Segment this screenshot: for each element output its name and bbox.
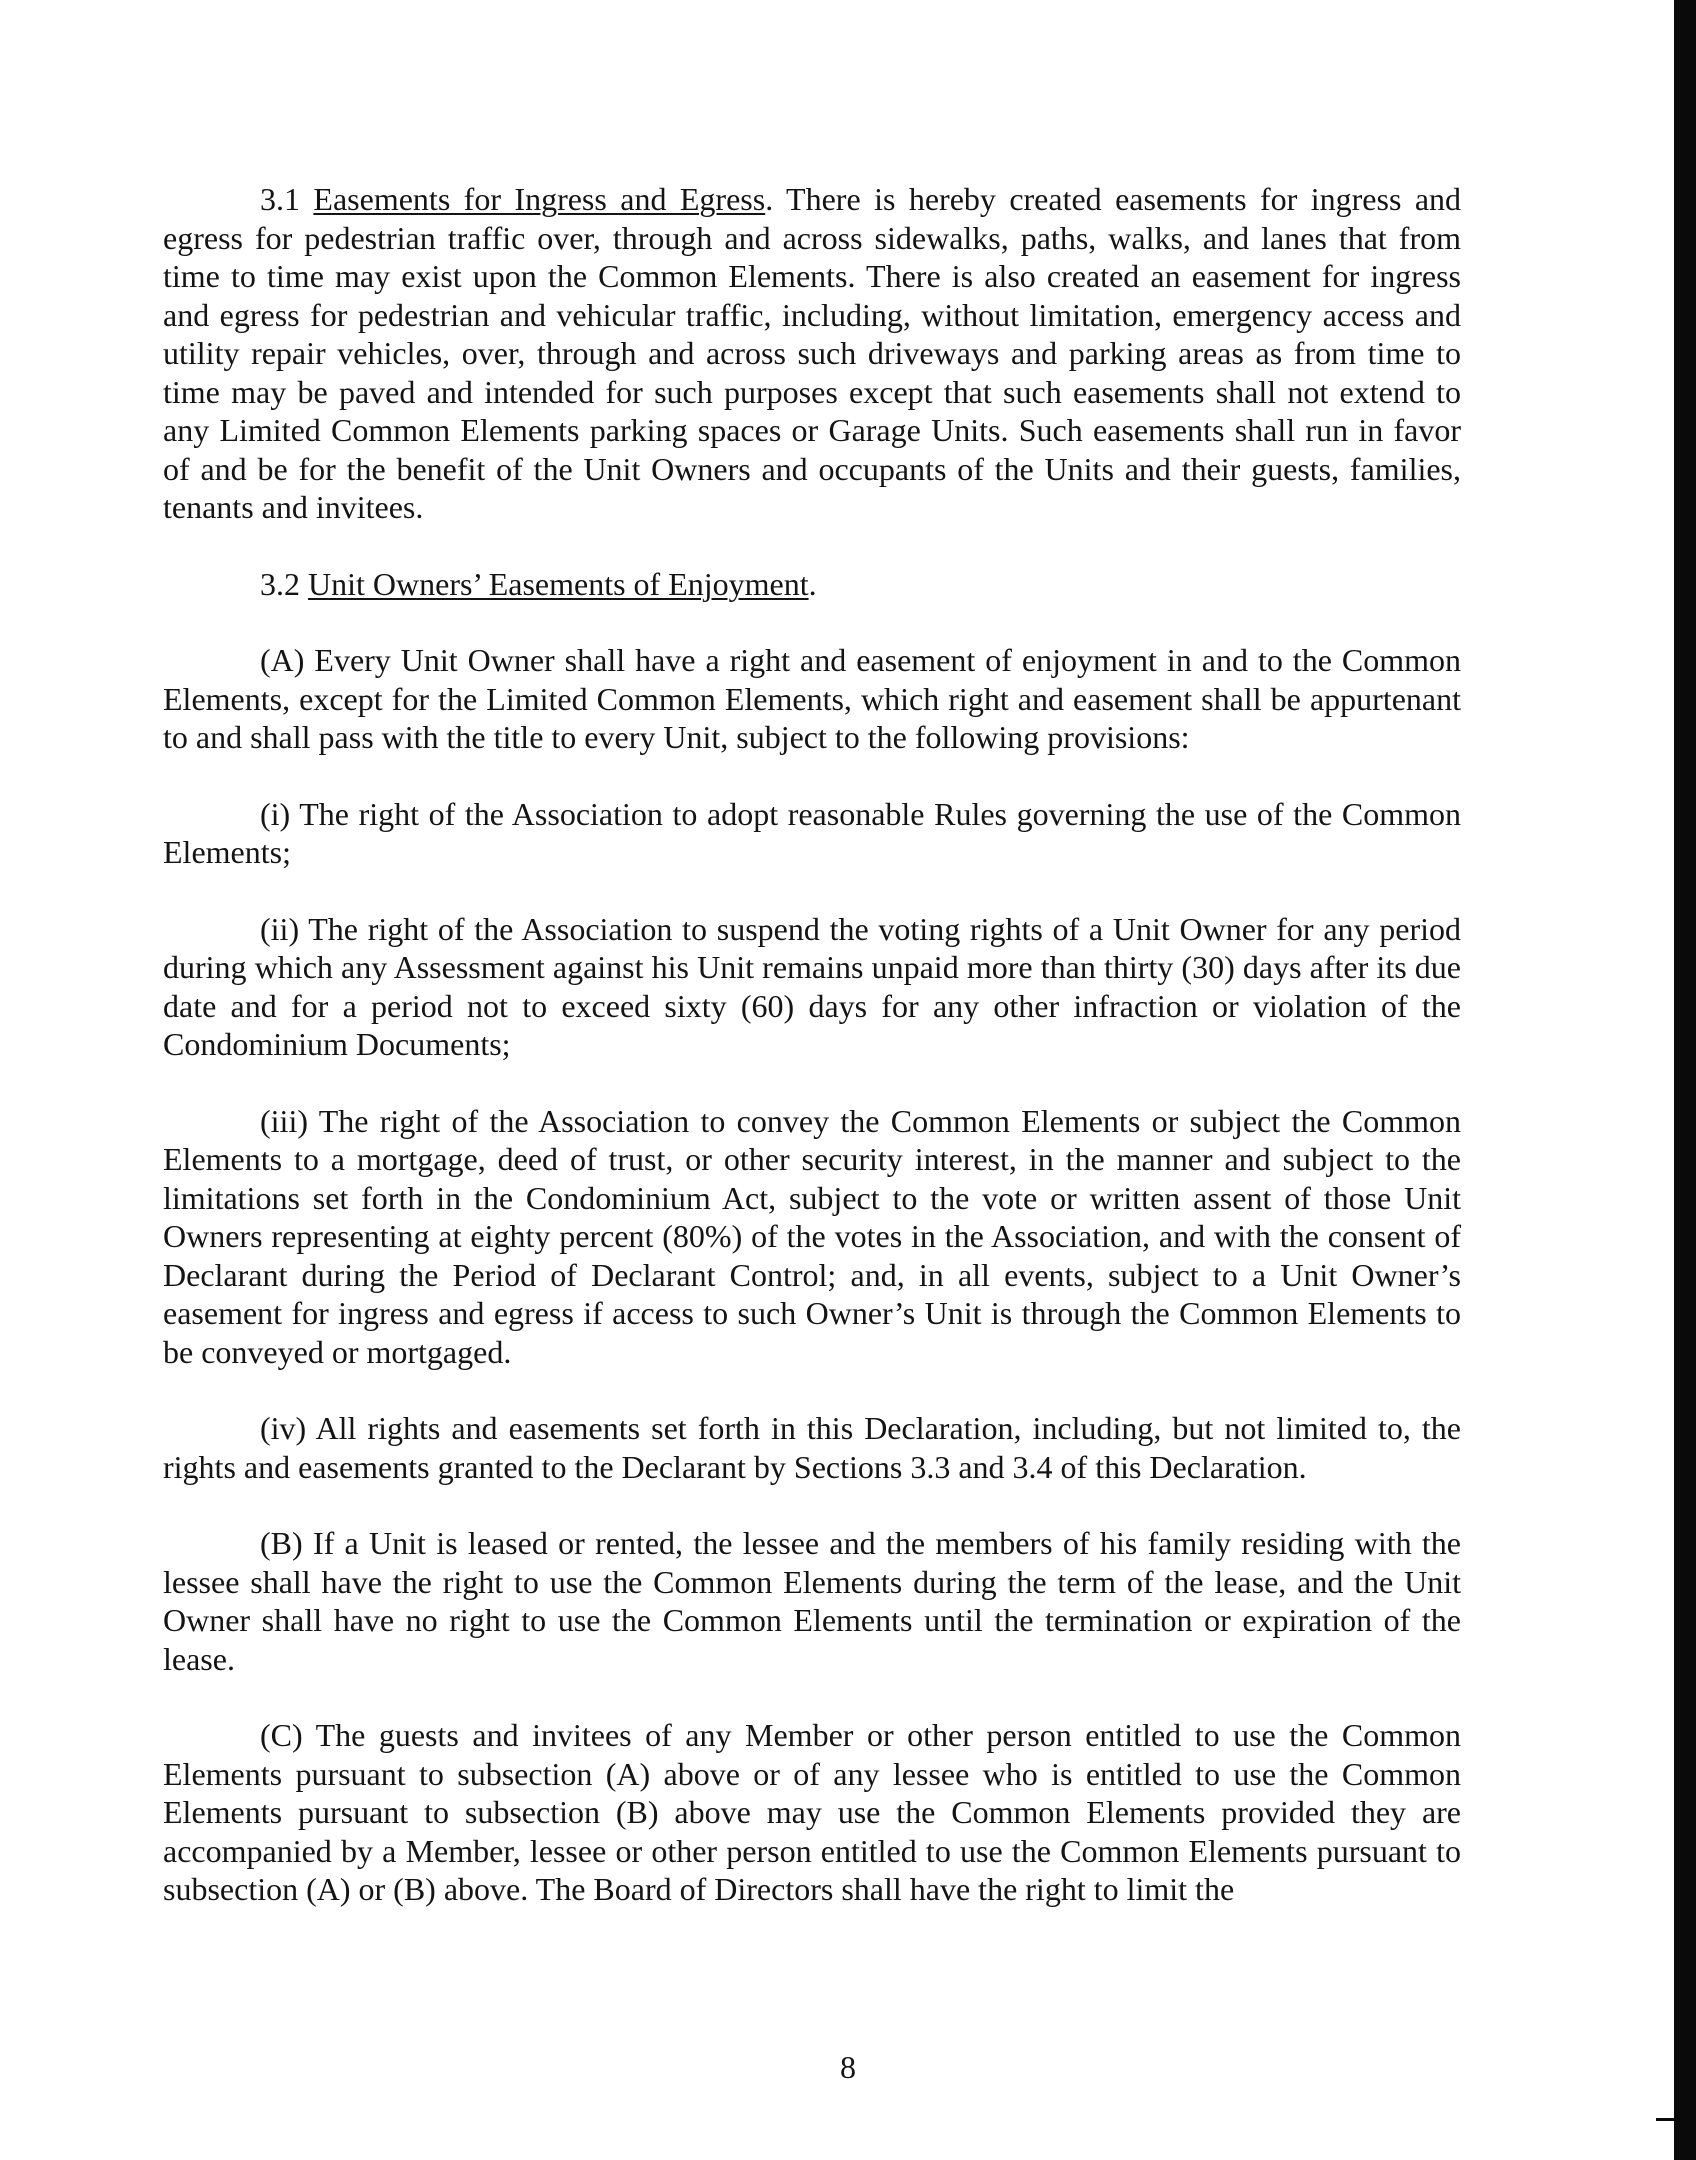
provision-iii-paragraph: (iii) The right of the Association to convey the Common Elements or subject the Common Elements to a mortgage, deed of trust, or other security interest, in the manner and subject to the limitations set forth in the Condominium Act, subject to the vote or written assent of those Unit Owners representing at eighty percent (80%) of the votes in the Association, and with the consent of Declarant during the Period of Declarant Control; and, in all events, subject to a Unit Owner’s easement for ingress and egress if access to such Owner’s Unit is through the Common Elements to be conveyed or mortgaged. xyxy=(163,1102,1461,1370)
section-3-1-paragraph xyxy=(163,180,1461,527)
provision-iv-paragraph: (iv) All rights and easements set forth in this Declaration, including, but not limited to, the rights and easements granted to the Declarant by Sections 3.3 and 3.4 of this Declaration. xyxy=(163,1410,1461,1485)
scan-edge-mark xyxy=(1656,2118,1696,2121)
section-3-2-title-end: . xyxy=(808,565,817,602)
section-3-1-body: . There is hereby created easements for ingress and egress for pedestrian traffic over, through and across sidewalks, paths, walks, and lanes that from time to time may exist upon the Common Elements. There is also created an easement for ingress and egress for pedestrian and vehicular traffic, including, without limitation, emergency access and utility repair vehicles, over, through and across such driveways and parking areas as from time to time may be paved and intended for such purposes except that such easements shall not extend to any Limited Common Elements parking spaces or Garage Units. Such easements shall run in favor of and be for the benefit of the Unit Owners and occupants of the Units and their guests, families, tenants and invitees. xyxy=(163,181,1462,525)
scan-edge-bar xyxy=(1674,0,1696,2160)
section-3-2-heading xyxy=(163,565,1461,604)
provision-ii-paragraph: (ii) The right of the Association to suspend the voting rights of a Unit Owner for any period during which any Assessment against his Unit remains unpaid more than thirty (30) days after its due date and for a period not to exceed sixty (60) days for any other infraction or violation of the Condominium Documents; xyxy=(163,910,1461,1062)
provision-i-paragraph: (i) The right of the Association to adopt reasonable Rules governing the use of the Common Elements; xyxy=(163,795,1461,870)
page-number: 8 xyxy=(840,2049,856,2085)
subsection-a-paragraph: (A) Every Unit Owner shall have a right and easement of enjoyment in and to the Common Elements, except for the Limited Common Elements, which right and easement shall be appurtenant to and shall pass with the title to every Unit, subject to the following provisions: xyxy=(163,642,1461,755)
section-3-2-number: 3.2 xyxy=(260,565,300,602)
section-3-1-number: 3.1 xyxy=(260,181,300,217)
section-3-2-title: Unit Owners’ Easements of Enjoyment xyxy=(308,565,809,602)
document-body xyxy=(163,180,1461,1909)
subsection-b-paragraph: (B) If a Unit is leased or rented, the lessee and the members of his family residing with the lessee shall have the right to use the Common Elements during the term of the lease, and the Unit Owner shall have no right to use the Common Elements until the termination or expiration of the lease. xyxy=(163,1525,1461,1677)
section-3-1-title: Easements for Ingress and Egress xyxy=(313,181,766,217)
subsection-c-paragraph: (C) The guests and invitees of any Member or other person entitled to use the Common Elements pursuant to subsection (A) above or of any lessee who is entitled to use the Common Elements pursuant to subsection (B) above may use the Common Elements provided they are accompanied by a Member, lessee or other person entitled to use the Common Elements pursuant to subsection (A) or (B) above. The Board of Directors shall have the right to limit the xyxy=(163,1717,1461,1907)
